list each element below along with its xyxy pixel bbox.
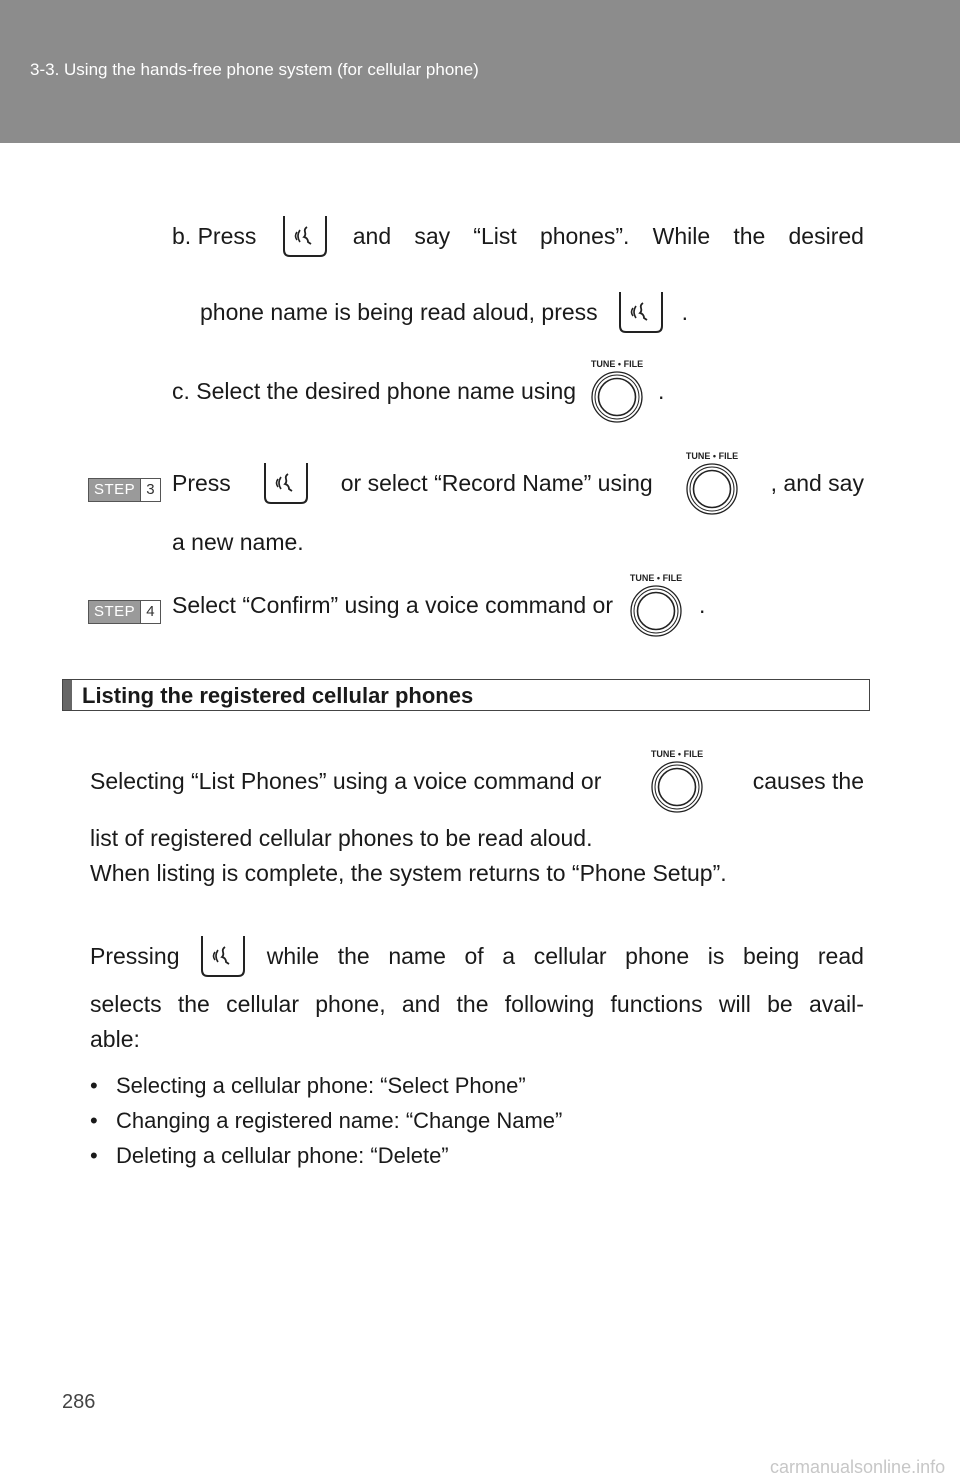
step-3-line-2: a new name. [172,529,304,555]
step-4-badge: STEP 4 [88,600,161,624]
page-header [0,0,960,143]
tune-file-knob-icon [648,748,706,814]
step-3-line-1: Press or select “Record Name” using , and say [172,450,864,516]
section-heading-title: Listing the registered cellular phones [82,683,474,708]
tune-file-knob-icon [627,572,685,638]
voice-talk-switch-icon [616,290,666,334]
list-item: • Deleting a cellular phone: “Delete” [90,1143,449,1168]
para-2-line-2: selects the cellular phone, and the following functions will be avail- [90,991,864,1017]
para-2-line-3: able: [90,1026,140,1052]
list-item: • Changing a registered name: “Change Name” [90,1108,563,1133]
tune-file-knob-icon [683,450,741,516]
list-item: • Selecting a cellular phone: “Select Phone” [90,1073,526,1098]
watermark: carmanualsonline.info [770,1457,946,1477]
step-c-line: c. Select the desired phone name using . [172,358,664,424]
step-4-line: Select “Confirm” using a voice command or . [172,572,705,638]
step-b-marker: b. [172,223,192,249]
para-1-line-2: list of registered cellular phones to be read aloud. [90,825,593,851]
step-b-line-1: b. Press and say “List phones”. While the desired [172,214,864,258]
voice-talk-switch-icon [198,934,248,978]
step-c-marker: c. [172,378,190,404]
tune-file-knob-icon [588,358,646,424]
section-heading [62,679,870,711]
para-2-line-1: Pressing while the name of a cellular phone is being read [90,934,864,978]
section-title: 3-3. Using the hands-free phone system (for cellular phone) [30,60,479,79]
step-3-badge: STEP 3 [88,478,161,502]
step-b-line-2: phone name is being read aloud, press . [200,290,688,334]
para-1-line-3: When listing is complete, the system returns to “Phone Setup”. [90,860,727,886]
heading-accent-bar [63,680,72,710]
para-1-line-1: Selecting “List Phones” using a voice command or causes the [90,748,864,814]
voice-talk-switch-icon [280,214,330,258]
voice-talk-switch-icon [261,461,311,505]
page-number: 286 [62,1391,96,1413]
